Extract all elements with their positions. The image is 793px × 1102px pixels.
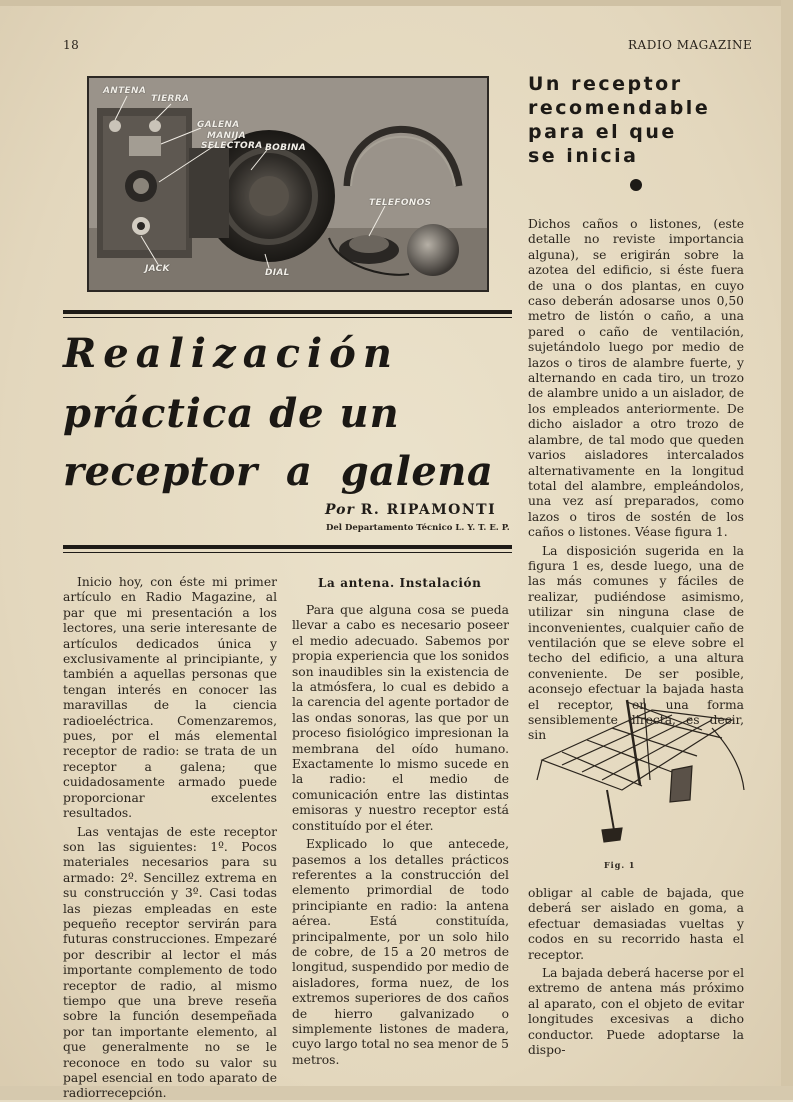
- title-rule-top: [63, 310, 512, 314]
- paragraph: Para que alguna cosa se pueda llevar a cabo es necesario poseer el medio adecuado. Sabemos por propia experiencia que los sonidos son inaudibles sin la existencia de la atmósfera, lo cual es debido a la carencia del agente portador de las ondas sonoras, las que por un proceso fisiológico impresionan la membrana del oído humano. Exactamente lo mismo sucede en la radio: el medio de comunicación entre las distintas emisoras y nuestro receptor está constituído por el éter.: [292, 603, 509, 833]
- side-title-line-4: se inicia: [528, 145, 639, 167]
- label-galena: GALENA: [197, 120, 240, 130]
- side-title-line-2: recomendable: [528, 97, 711, 119]
- label-antena: ANTENA: [103, 86, 147, 96]
- byline-author: R. RIPAMONTI: [360, 502, 497, 518]
- title-rule-top-thin: [63, 317, 512, 318]
- column-middle: [292, 603, 509, 1068]
- antenna-drawing: [532, 690, 752, 850]
- running-header: RADIO MAGAZINE: [628, 38, 753, 52]
- byline-department: Del Departamento Técnico L. Y. T. E. P.: [326, 523, 510, 533]
- side-title-line-3: para el que: [528, 121, 677, 143]
- paragraph: La bajada deberá hacerse por el extremo de antena más próximo al aparato, con el objeto de evitar longitudes excesivas a dicho conductor. Puede adoptarse la dispo-: [528, 966, 744, 1058]
- main-title-line-1: Realización: [63, 330, 399, 377]
- paragraph: Dichos caños o listones, (este detalle no reviste importancia alguna), se erigirán sobre la azotea del edificio, si éste fuera de una o dos plantas, en cuyo caso deberán adosarse unos 0,50 metro de listón o caño, a una pared o caño de ventilación, sujetándolo luego por medio de lazos o tiros de alambre fuerte, y alternando en cada tiro, un trozo de alambre unido a un aislador, de los empleados anteriormente. De dicho aislador a otro trozo de alambre, de tal modo que queden varios aisladores intercalados alternativamente en la longitud total del alambre, empleándolos, una vez así preparados, como lazos o tiros de sostén de los caños o listones. Véase figura 1.: [528, 217, 744, 540]
- bullet-dot: [630, 179, 642, 191]
- label-selectora: SELECTORA: [201, 141, 263, 151]
- label-jack: JACK: [145, 264, 170, 274]
- page-number: 18: [63, 38, 80, 52]
- byline-por: Por: [325, 502, 355, 518]
- label-tierra: TIERRA: [151, 94, 190, 104]
- column-right-top: [528, 217, 744, 744]
- page-top-edge: [0, 0, 793, 6]
- side-title: [528, 72, 728, 168]
- paragraph: Explicado lo que antecede, pasemos a los detalles prácticos referentes a la construcción del elemento primordial de todo principiante en radio: la antena aérea. Está constituída, principalmente, por un solo hilo de cobre, de 15 a 20 metros de longitud, suspendido por medio de aisladores, forma nuez, de los extremos superiores de dos caños de hierro galvanizado o simplemente listones de madera, cuyo largo total no sea menor de 5 metros.: [292, 837, 509, 1067]
- figure-caption: Fig. 1: [604, 860, 636, 870]
- label-dial: DIAL: [265, 268, 290, 278]
- receiver-photo-illustration: [89, 78, 487, 290]
- label-telefonos: TELEFONOS: [369, 198, 432, 208]
- label-manija: MANIJA: [207, 131, 246, 141]
- column-right-bottom: [528, 886, 744, 1058]
- byline: [325, 502, 496, 518]
- paragraph: obligar al cable de bajada, que deberá ser aislado en goma, a efectuar demasiadas vueltas y codos en su recorrido hasta el receptor.: [528, 886, 744, 962]
- paragraph: Las ventajas de este receptor son las siguientes: 1º. Pocos materiales necesarios para su armado: 2º. Sencillez extrema en su construcción y 3º. Casi todas las piezas empleadas en este pequeño receptor servirán para futuras construcciones. Empezaré por describir al lector el más importante complemento de todo receptor de radio, al mismo tiempo que una breve reseña sobre la función desempeñada por tan importante elemento, al que generalmente no se le reconoce en todo su valor su papel esencial en todo aparato de radiorrecepción.: [63, 824, 277, 1101]
- column-left: [63, 575, 277, 1102]
- paragraph: Inicio hoy, con éste mi primer artículo en Radio Magazine, al par que mi presentación a los lectores, una serie interesante de artículos dedicados única y exclusivamente al principiante, y también a aquellas personas que tengan interés en conocer las maravillas de la ciencia radioeléctrica. Comenzaremos, pues, por el más elemental receptor de radio: se trata de un receptor a galena; que cuidadosamente armado puede proporcionar excelentes resultados.: [63, 575, 277, 821]
- label-bobina: BOBINA: [265, 143, 307, 153]
- section-heading: La antena. Instalación: [318, 576, 482, 590]
- main-title-line-2: práctica de un: [63, 390, 400, 437]
- page-right-edge: [781, 0, 793, 1100]
- paragraph: La disposición sugerida en la figura 1 es, desde luego, una de las más comunes y fáciles de realizar, pudiéndose asimismo, utilizar sin ninguna clase de inconvenientes, cualquier caño de ventilación que se eleve sobre el techo del edificio, a una altura conveniente. De ser posible, aconsejo efectuar la bajada hasta el receptor, en una forma sensiblemente directa, es decir, sin: [528, 543, 744, 743]
- side-title-line-1: Un receptor: [528, 73, 683, 95]
- figure-1-antenna-drawing: [532, 690, 752, 850]
- title-rule-bottom: [63, 545, 512, 549]
- title-rule-bottom-thin: [63, 552, 512, 553]
- main-title-line-3: receptor a galena: [63, 448, 494, 495]
- receiver-photo: [87, 76, 489, 292]
